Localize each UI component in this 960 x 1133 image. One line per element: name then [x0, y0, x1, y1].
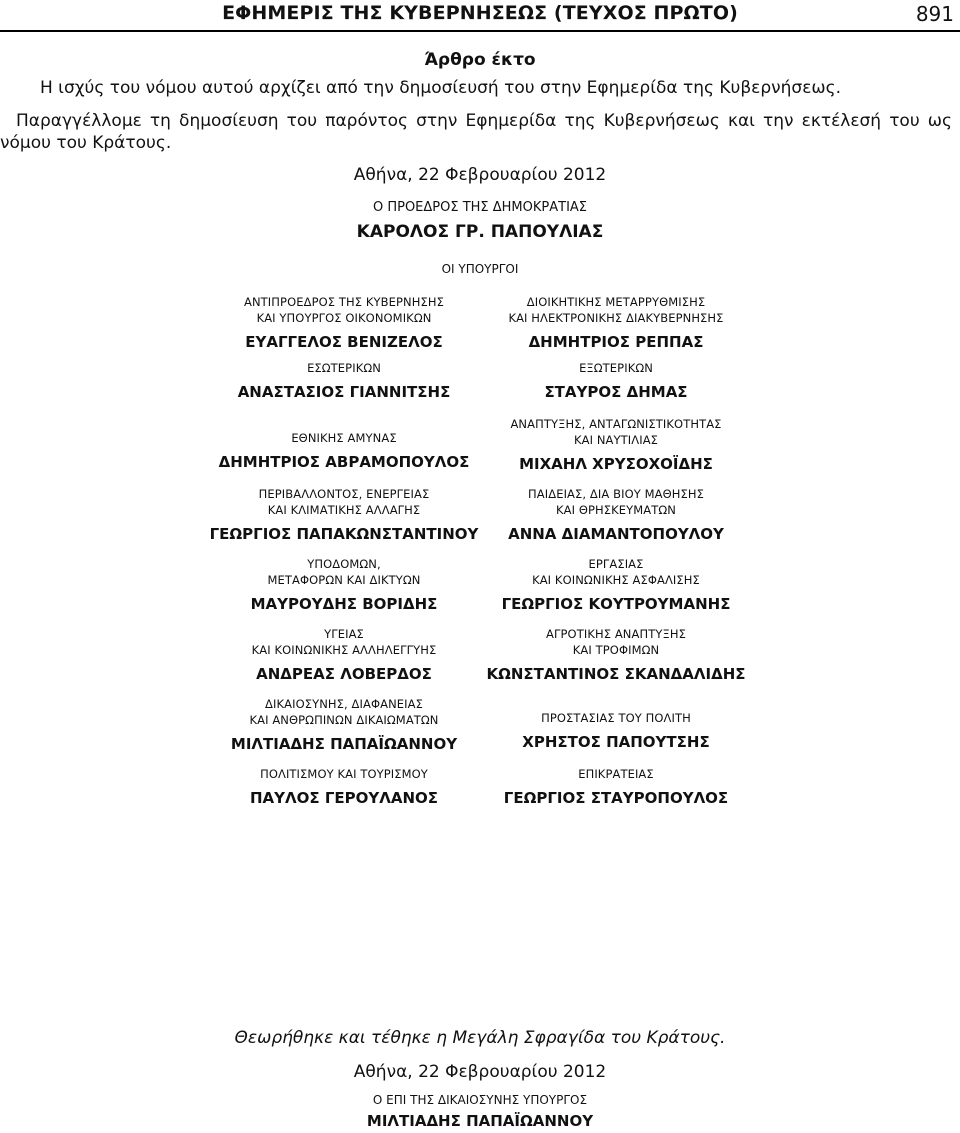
minister-role: ΕΞΩΤΕΡΙΚΩΝ: [579, 361, 653, 375]
minister-role: ΚΑΙ ΚΛΙΜΑΤΙΚΗΣ ΑΛΛΑΓΗΣ: [267, 503, 421, 517]
minister-role: ΑΝΑΠΤΥΞΗΣ, ΑΝΤΑΓΩΝΙΣΤΙΚΟΤΗΤΑΣ: [510, 417, 722, 431]
article-heading: Άρθρο έκτο: [424, 50, 536, 70]
minister-entry: [194, 696, 494, 754]
president-name: ΚΑΡΟΛΟΣ ΓΡ. ΠΑΠΟΥΛΙΑΣ: [356, 222, 604, 242]
minister-entry: [194, 766, 494, 808]
minister-name: ΠΑΥΛΟΣ ΓΕΡΟΥΛΑΝΟΣ: [249, 789, 439, 807]
minister-role: ΚΑΙ ΘΡΗΣΚΕΥΜΑΤΩΝ: [556, 503, 676, 517]
minister-role: ΠΕΡΙΒΑΛΛΟΝΤΟΣ, ΕΝΕΡΓΕΙΑΣ: [258, 487, 430, 501]
minister-role: ΚΑΙ ΗΛΕΚΤΡΟΝΙΚΗΣ ΔΙΑΚΥΒΕΡΝΗΣΗΣ: [508, 311, 724, 325]
minister-entry: [466, 556, 766, 614]
minister-role: ΚΑΙ ΝΑΥΤΙΛΙΑΣ: [573, 433, 659, 447]
minister-role: ΚΑΙ ΑΝΘΡΩΠΙΝΩΝ ΔΙΚΑΙΩΜΑΤΩΝ: [249, 713, 439, 727]
minister-entry: [466, 416, 766, 474]
minister-role: ΔΙΟΙΚΗΤΙΚΗΣ ΜΕΤΑΡΡΥΘΜΙΣΗΣ: [526, 295, 706, 309]
minister-role: ΜΕΤΑΦΟΡΩΝ ΚΑΙ ΔΙΚΤΥΩΝ: [267, 573, 421, 587]
minister-role: ΥΠΟΔΟΜΩΝ,: [307, 557, 381, 571]
minister-name: ΕΥΑΓΓΕΛΟΣ ΒΕΝΙΖΕΛΟΣ: [245, 333, 443, 351]
minister-name: ΜΙΧΑΗΛ ΧΡΥΣΟΧΟΪΔΗΣ: [519, 455, 713, 473]
minister-role: ΔΙΚΑΙΟΣΥΝΗΣ, ΔΙΑΦΑΝΕΙΑΣ: [265, 697, 423, 711]
minister-entry: [466, 294, 766, 352]
minister-entry: [194, 294, 494, 352]
minister-role: ΚΑΙ ΚΟΙΝΩΝΙΚΗΣ ΑΣΦΑΛΙΣΗΣ: [532, 573, 700, 587]
seal-sentence: Θεωρήθηκε και τέθηκε η Μεγάλη Σφραγίδα του Κράτους.: [234, 1028, 726, 1048]
minister-role: ΥΓΕΙΑΣ: [324, 627, 364, 641]
article-paragraph-2: Παραγγέλλομε τη δημοσίευση του παρόντος στην Εφημερίδα της Κυβερνήσεως και την εκτέλεσή του ως νόμου του Κράτους.: [0, 111, 952, 153]
minister-name: ΑΝΔΡΕΑΣ ΛΟΒΕΡΔΟΣ: [256, 665, 432, 683]
justice-minister-role: Ο ΕΠΙ ΤΗΣ ΔΙΚΑΙΟΣΥΝΗΣ ΥΠΟΥΡΓΟΣ: [372, 1093, 588, 1107]
article-paragraph-1: Η ισχύς του νόμου αυτού αρχίζει από την δημοσίευσή του στην Εφημερίδα της Κυβερνήσεως.: [40, 78, 842, 98]
minister-entry: [194, 626, 494, 684]
gazette-title: ΕΦΗΜΕΡΙΣ ΤΗΣ ΚΥΒΕΡΝΗΣΕΩΣ (ΤΕΥΧΟΣ ΠΡΩΤΟ): [222, 2, 738, 24]
minister-name: ΧΡΗΣΤΟΣ ΠΑΠΟΥΤΣΗΣ: [522, 733, 710, 751]
minister-entry: [194, 360, 494, 402]
minister-name: ΓΕΩΡΓΙΟΣ ΠΑΠΑΚΩΝΣΤΑΝΤΙΝΟΥ: [209, 525, 479, 543]
minister-entry: [194, 486, 494, 544]
minister-role: ΠΡΟΣΤΑΣΙΑΣ ΤΟΥ ΠΟΛΙΤΗ: [541, 711, 691, 725]
minister-role: ΚΑΙ ΥΠΟΥΡΓΟΣ ΟΙΚΟΝΟΜΙΚΩΝ: [256, 311, 432, 325]
minister-name: ΓΕΩΡΓΙΟΣ ΣΤΑΥΡΟΠΟΥΛΟΣ: [503, 789, 729, 807]
justice-minister-name: ΜΙΛΤΙΑΔΗΣ ΠΑΠΑΪΩΑΝΝΟΥ: [366, 1112, 594, 1130]
minister-name: ΚΩΝΣΤΑΝΤΙΝΟΣ ΣΚΑΝΔΑΛΙΔΗΣ: [486, 665, 746, 683]
minister-role: ΠΟΛΙΤΙΣΜΟΥ ΚΑΙ ΤΟΥΡΙΣΜΟΥ: [260, 767, 428, 781]
minister-name: ΔΗΜΗΤΡΙΟΣ ΡΕΠΠΑΣ: [528, 333, 704, 351]
minister-name: ΑΝΑΣΤΑΣΙΟΣ ΓΙΑΝΝΙΤΣΗΣ: [237, 383, 451, 401]
minister-entry: [194, 430, 494, 472]
minister-name: ΣΤΑΥΡΟΣ ΔΗΜΑΣ: [544, 383, 688, 401]
minister-name: ΑΝΝΑ ΔΙΑΜΑΝΤΟΠΟΥΛΟΥ: [508, 525, 724, 543]
minister-role: ΠΑΙΔΕΙΑΣ, ΔΙΑ ΒΙΟΥ ΜΑΘΗΣΗΣ: [528, 487, 704, 501]
signing-date: Αθήνα, 22 Φεβρουαρίου 2012: [353, 165, 607, 185]
president-role: Ο ΠΡΟΕΔΡΟΣ ΤΗΣ ΔΗΜΟΚΡΑΤΙΑΣ: [372, 200, 588, 215]
minister-entry: [466, 486, 766, 544]
minister-entry: [194, 556, 494, 614]
minister-role: ΕΡΓΑΣΙΑΣ: [588, 557, 644, 571]
minister-name: ΜΑΥΡΟΥΔΗΣ ΒΟΡΙΔΗΣ: [250, 595, 438, 613]
minister-name: ΓΕΩΡΓΙΟΣ ΚΟΥΤΡΟΥΜΑΝΗΣ: [501, 595, 731, 613]
minister-role: ΚΑΙ ΚΟΙΝΩΝΙΚΗΣ ΑΛΛΗΛΕΓΓΥΗΣ: [251, 643, 437, 657]
minister-entry: [466, 626, 766, 684]
minister-role: ΕΠΙΚΡΑΤΕΙΑΣ: [578, 767, 654, 781]
ministers-heading: ΟΙ ΥΠΟΥΡΓΟΙ: [441, 262, 519, 276]
minister-role: ΚΑΙ ΤΡΟΦΙΜΩΝ: [572, 643, 660, 657]
minister-role: ΕΣΩΤΕΡΙΚΩΝ: [307, 361, 381, 375]
minister-name: ΔΗΜΗΤΡΙΟΣ ΑΒΡΑΜΟΠΟΥΛΟΣ: [218, 453, 470, 471]
page-header: [0, 0, 960, 32]
minister-name: ΜΙΛΤΙΑΔΗΣ ΠΑΠΑΪΩΑΝΝΟΥ: [230, 735, 458, 753]
seal-date: Αθήνα, 22 Φεβρουαρίου 2012: [353, 1062, 607, 1082]
minister-entry: [466, 766, 766, 808]
minister-entry: [466, 360, 766, 402]
minister-role: ΕΘΝΙΚΗΣ ΑΜΥΝΑΣ: [291, 431, 397, 445]
minister-role: ΑΓΡΟΤΙΚΗΣ ΑΝΑΠΤΥΞΗΣ: [546, 627, 686, 641]
page-number: 891: [915, 2, 954, 26]
minister-entry: [466, 710, 766, 752]
minister-role: ΑΝΤΙΠΡΟΕΔΡΟΣ ΤΗΣ ΚΥΒΕΡΝΗΣΗΣ: [244, 295, 444, 309]
